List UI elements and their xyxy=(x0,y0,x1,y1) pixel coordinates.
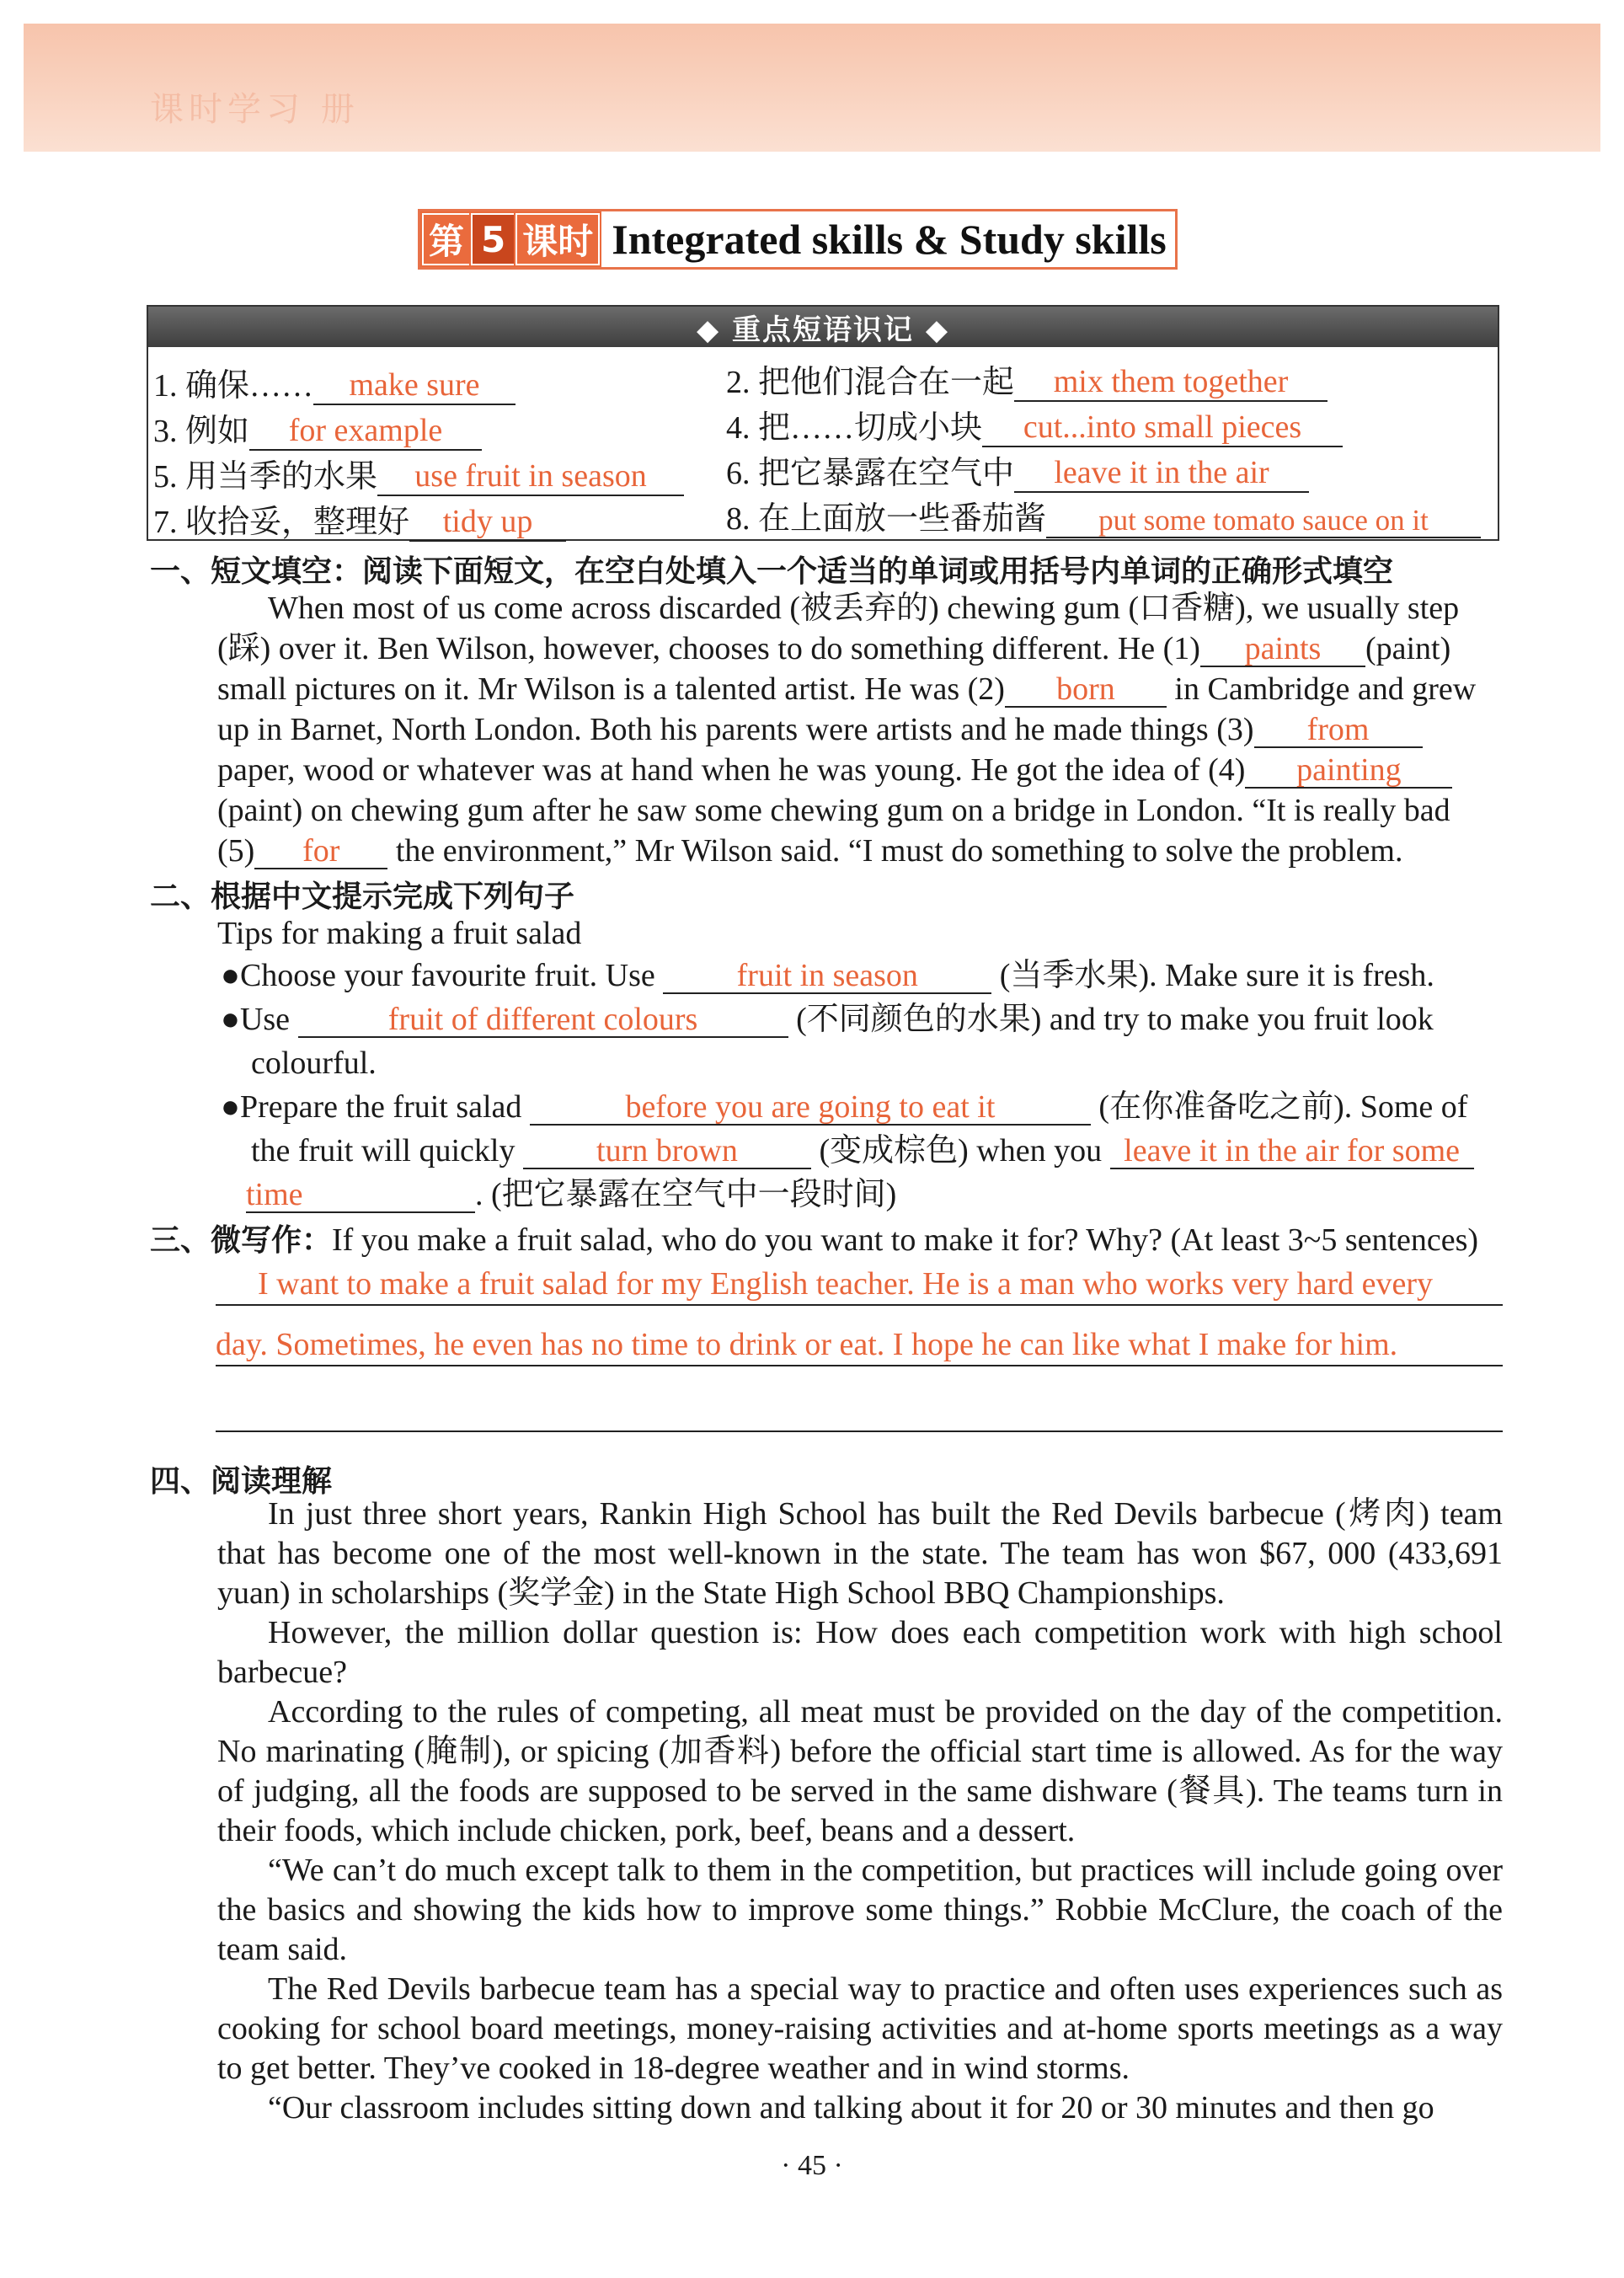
tip-line: time . (把它暴露在空气中一段时间) xyxy=(246,1177,897,1212)
passage-line: (5) for the environment,” Mr Wilson said. “I must do something to solve the problem. xyxy=(217,833,1403,869)
answer-blank-5: for xyxy=(254,834,387,869)
answer-blank-4: painting xyxy=(1245,753,1452,789)
answer-blank: turn brown xyxy=(523,1134,811,1169)
tip-line: colourful. xyxy=(251,1045,377,1081)
answer-blank: fruit of different colours xyxy=(298,1003,788,1038)
phrase-answer: leave it in the air xyxy=(1014,456,1309,493)
key-phrases-box xyxy=(147,305,1499,541)
reading-passage xyxy=(217,1495,1503,2128)
paragraph: The Red Devils barbecue team has a special way to practice and often uses experiences such as cooking for school board meetings, money-raising activities and at-home sports meetings as a way to get better. They’ve cooked in 18-degree weather and in wind storms. xyxy=(217,1971,1503,2086)
answer-blank: leave it in the air for some xyxy=(1110,1134,1474,1169)
phrase-answer: tidy up xyxy=(409,505,566,542)
header-band xyxy=(24,24,1600,152)
phrase-item: 2. 把他们混合在一起 mix them together xyxy=(726,356,1328,402)
page-title: Integrated skills & Study skills xyxy=(612,216,1167,263)
section-1-title: 一、短文填空：阅读下面短文，在空白处填入一个适当的单词或用括号内单词的正确形式填空 xyxy=(150,554,1394,589)
writing-line xyxy=(216,1392,1503,1432)
answer-blank: before you are going to eat it xyxy=(530,1090,1091,1126)
header-band-text: 课时学习 册 xyxy=(150,90,360,129)
phrase-item: 1. 确保…… make sure xyxy=(153,359,516,405)
tip-line: ●Choose your favourite fruit. Use fruit in season (当季水果). Make sure it is fresh. xyxy=(221,958,1434,993)
lesson-badge xyxy=(422,213,600,265)
answer-blank: fruit in season xyxy=(663,959,991,994)
section-2-title: 二、根据中文提示完成下列句子 xyxy=(150,880,575,914)
answer-blank-3: from xyxy=(1254,713,1423,748)
phrase-item: 6. 把它暴露在空气中 leave it in the air xyxy=(726,447,1309,493)
passage-line: (paint) on chewing gum after he saw some chewing gum on a bridge in London. “It is really bad xyxy=(217,793,1450,828)
answer-blank-2: born xyxy=(1005,672,1167,708)
phrase-item: 7. 收拾妥，整理好 tidy up xyxy=(153,495,566,542)
badge-number: 5 xyxy=(471,213,516,265)
paragraph: In just three short years, Rankin High School has built the Red Devils barbecue (烤肉) team that has become one of the most well-known in the state. The team has won $67, 000 (433,691 yuan) in scholarships (奖学金) in the State High School BBQ Championships. xyxy=(217,1496,1503,1611)
paragraph: However, the million dollar question is: How does each competition work with high school barbecue? xyxy=(217,1615,1503,1690)
paragraph: “We can’t do much except talk to them in the competition, but practices will include going over the basics and showing the kids how to improve some things.” Robbie McClure, the coach of the team said. xyxy=(217,1853,1503,1967)
phrase-answer: cut...into small pieces xyxy=(982,410,1343,447)
phrase-answer: mix them together xyxy=(1014,365,1328,402)
phrase-item: 4. 把……切成小块 cut...into small pieces xyxy=(726,401,1343,447)
writing-line: day. Sometimes, he even has no time to drink or eat. I hope he can like what I make for him. xyxy=(216,1324,1503,1366)
passage-line: up in Barnet, North London. Both his parents were artists and he made things (3) from xyxy=(217,709,1423,750)
badge-char-2: 课时 xyxy=(516,213,600,265)
lesson-title xyxy=(418,209,1178,270)
phrase-answer: use fruit in season xyxy=(377,459,684,496)
passage-line: (踩) over it. Ben Wilson, however, chooses to do something different. He (1) paints (paint) xyxy=(217,631,1451,666)
passage-line: When most of us come across discarded (被丢弃的) chewing gum (口香糖), we usually step xyxy=(268,591,1460,626)
section-4-title: 四、阅读理解 xyxy=(150,1464,333,1499)
badge-char-1: 第 xyxy=(422,213,471,265)
key-phrases-heading: ◆ 重点短语识记 ◆ xyxy=(148,307,1498,347)
phrase-answer: put some tomato sauce on it xyxy=(1046,505,1481,539)
tip-line: the fruit will quickly turn brown (变成棕色) when you leave it in the air for some xyxy=(251,1131,1474,1171)
tip-line: ●Prepare the fruit salad before you are going to eat it (在你准备吃之前). Some of xyxy=(221,1089,1468,1125)
writing-line: I want to make a fruit salad for my English teacher. He is a man who works very hard every xyxy=(216,1264,1503,1306)
page-number: · 45 · xyxy=(781,2150,843,2181)
writing-prompt: If you make a fruit salad, who do you want to make it for? Why? (At least 3~5 sentences) xyxy=(332,1222,1479,1258)
tips-heading: Tips for making a fruit salad xyxy=(217,916,582,951)
paragraph: According to the rules of competing, all meat must be provided on the day of the competition. No marinating (腌制), or spicing (加香料) before the official start time is allowed. As for the way of judging, all the foods are supposed to be served in the same dishware (餐具). The teams turn in their foods, which include chicken, pork, beef, beans and a dessert. xyxy=(217,1694,1503,1848)
phrase-answer: make sure xyxy=(313,368,516,405)
passage-line: small pictures on it. Mr Wilson is a talented artist. He was (2) born in Cambridge and grew xyxy=(217,671,1477,707)
phrase-item: 8. 在上面放一些番茄酱 put some tomato sauce on it xyxy=(726,492,1481,538)
paragraph: “Our classroom includes sitting down and talking about it for 20 or 30 minutes and then go xyxy=(268,2090,1434,2126)
answer-blank-1: paints xyxy=(1200,632,1365,667)
phrase-item: 3. 例如 for example xyxy=(153,404,482,451)
answer-blank: time xyxy=(246,1178,475,1213)
phrase-answer: for example xyxy=(249,414,482,451)
section-3-title: 三、微写作：If you make a fruit salad, who do you want to make it for? Why? (At least 3~5 sentences) xyxy=(150,1222,1479,1258)
passage-line: paper, wood or whatever was at hand when he was young. He got the idea of (4) painting xyxy=(217,750,1452,790)
phrase-item: 5. 用当季的水果 use fruit in season xyxy=(153,450,684,496)
tip-line: ●Use fruit of different colours (不同颜色的水果) and try to make you fruit look xyxy=(221,1002,1434,1037)
